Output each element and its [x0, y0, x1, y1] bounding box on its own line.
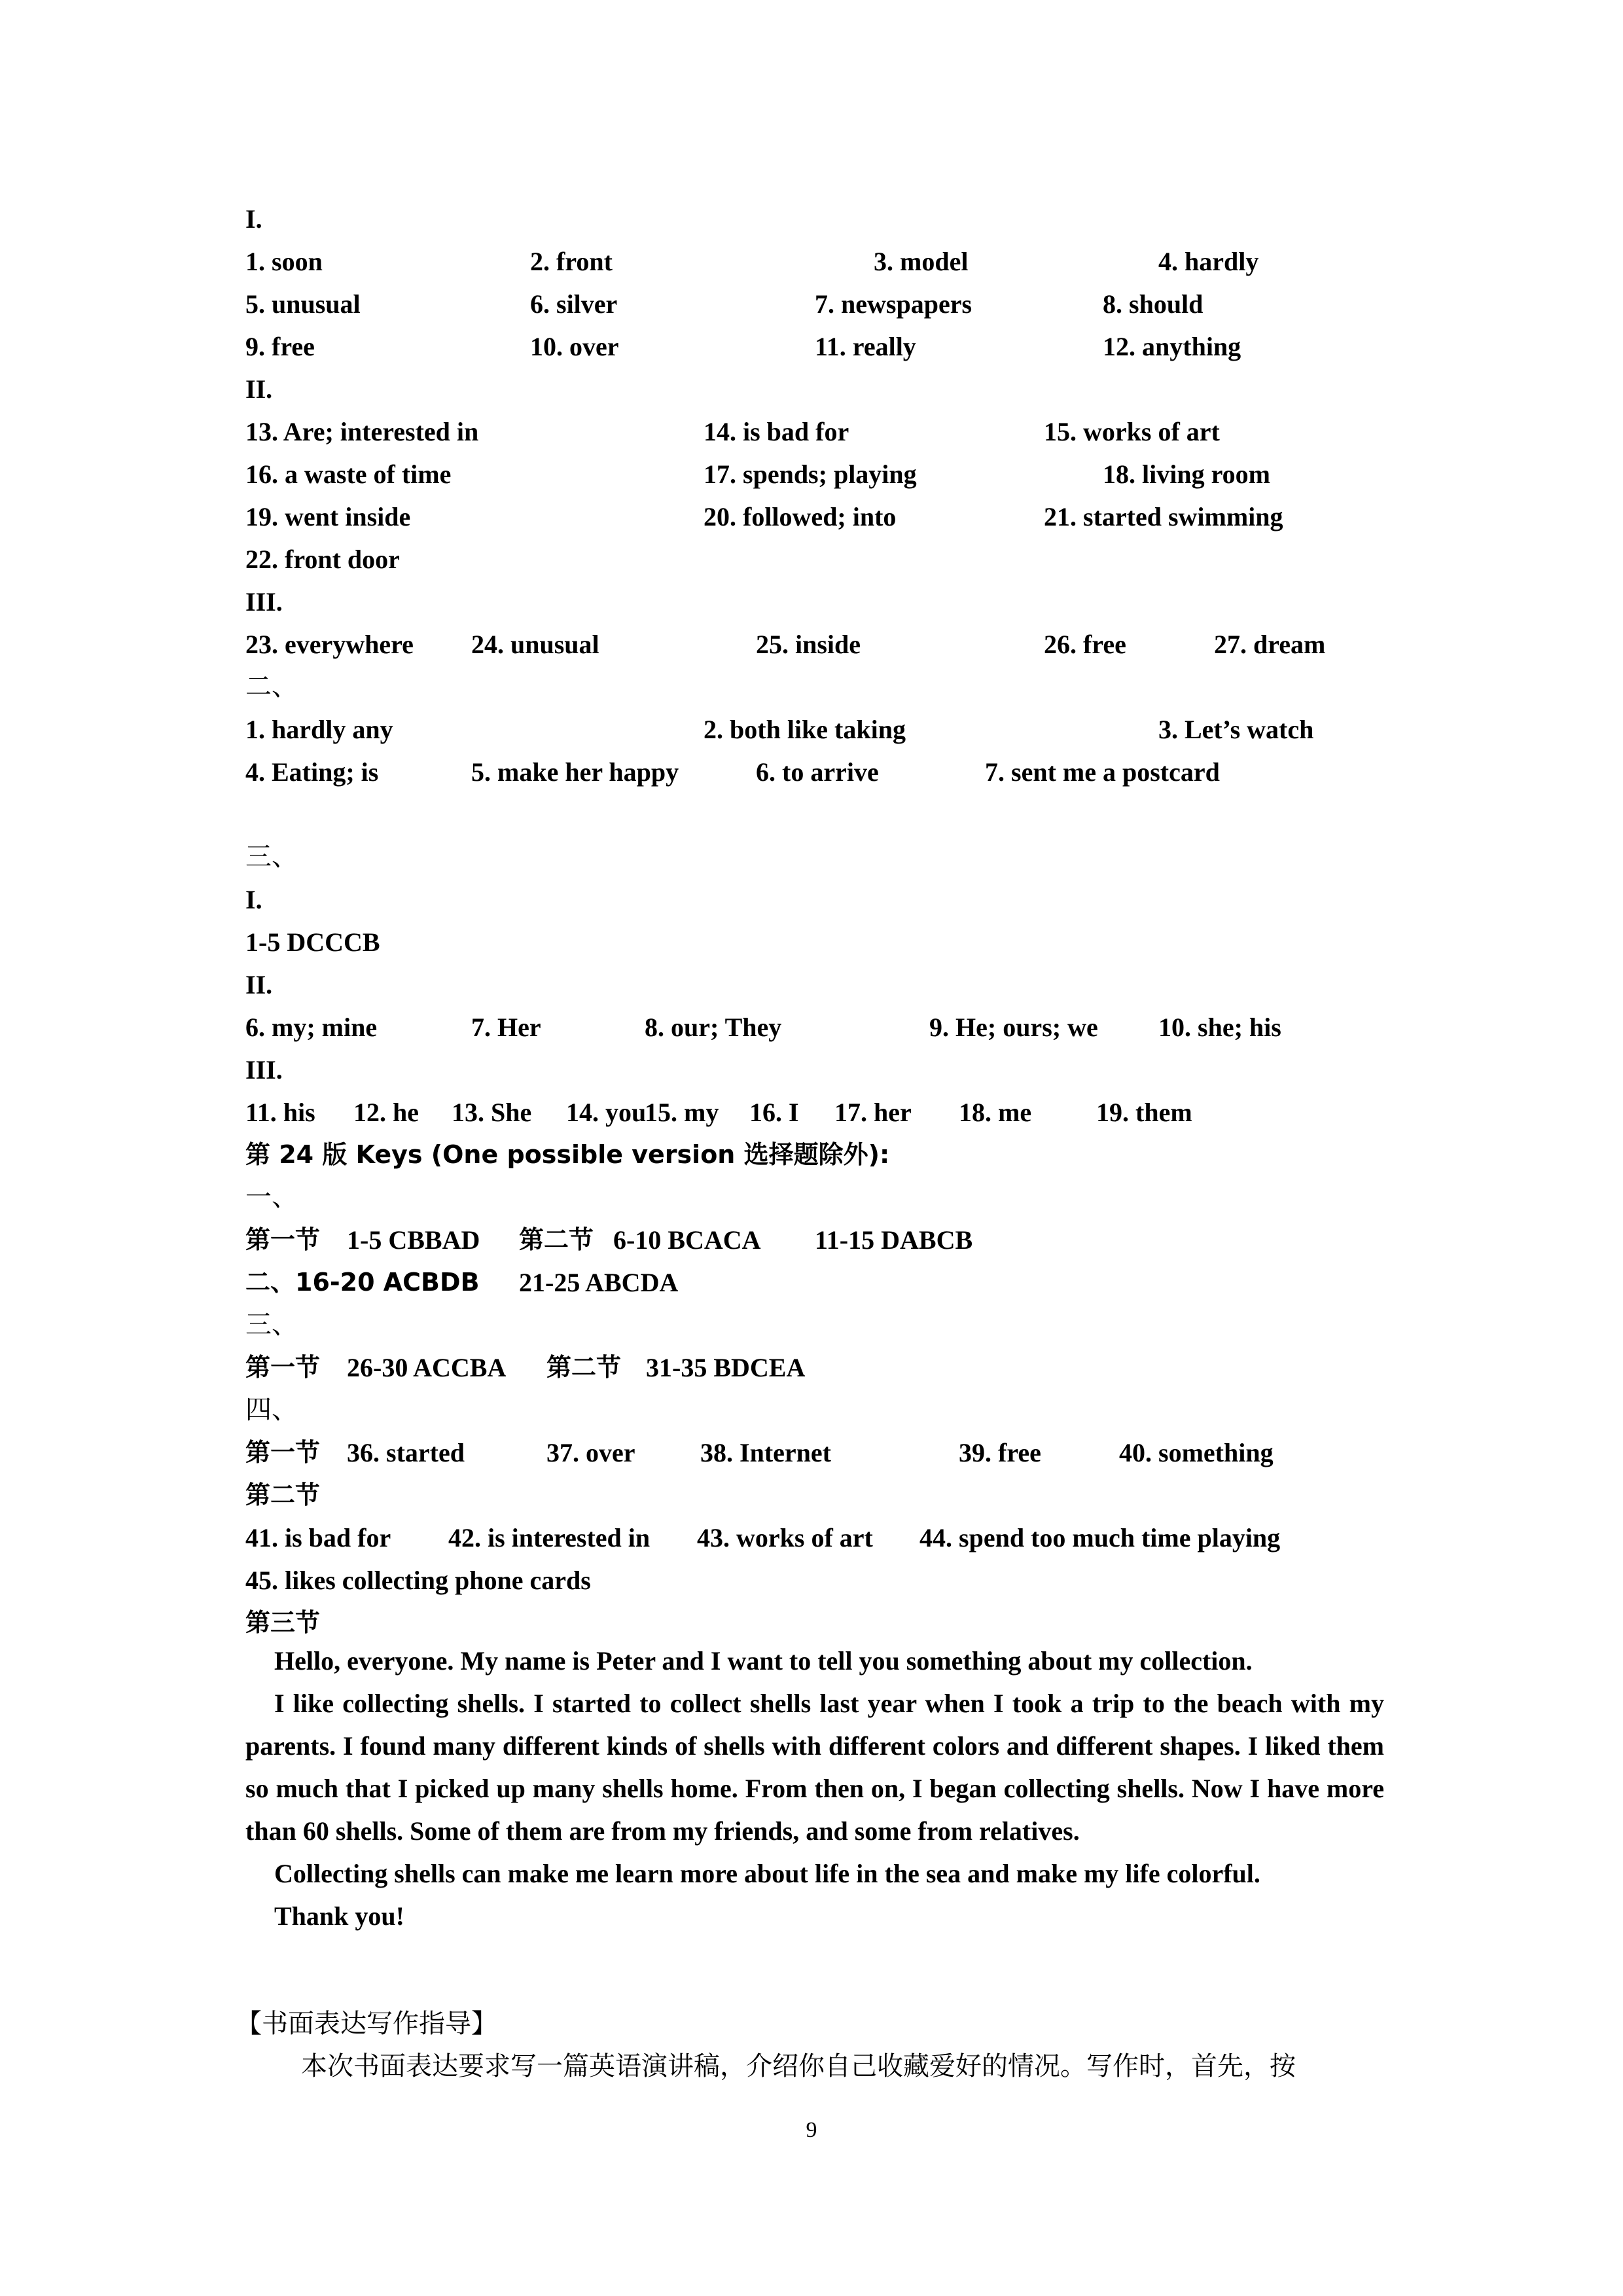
- answer: 1-5 CBBAD: [347, 1225, 480, 1255]
- answer: 7. sent me a postcard: [985, 757, 1220, 787]
- answer: 24. unusual: [471, 630, 599, 659]
- answer: 18. me: [959, 1098, 1032, 1127]
- answer-row: [245, 1261, 1384, 1304]
- answer: 7. newspapers: [815, 289, 972, 319]
- answer-row: [245, 240, 1384, 283]
- answer: 41. is bad for: [245, 1523, 391, 1552]
- answer: 8. should: [1103, 289, 1204, 319]
- answer: 4. hardly: [1158, 247, 1259, 276]
- label: 四、: [245, 1395, 298, 1425]
- answer: 44. spend too much time playing: [919, 1523, 1281, 1552]
- answer: 13. She: [452, 1098, 532, 1127]
- title: 第 24 版 Keys (One possible version 选择题除外):: [245, 1140, 890, 1169]
- writing-guide-text: 本次书面表达要求写一篇英语演讲稿，介绍你自己收藏爱好的情况。写作时，首先，按: [301, 2051, 1296, 2081]
- part-label: 第一节: [245, 1438, 321, 1467]
- answer: 11-15 DABCB: [815, 1225, 973, 1255]
- answer: 18. living room: [1103, 459, 1270, 489]
- answer-row: [245, 1219, 1384, 1261]
- answer: 15. works of art: [1044, 417, 1220, 446]
- label: 三、: [245, 1310, 298, 1340]
- part-label: 第一节: [245, 1353, 321, 1382]
- answer: 6. silver: [530, 289, 618, 319]
- answer: 4. Eating; is: [245, 757, 379, 787]
- answer: 6-10 BCACA: [613, 1225, 761, 1255]
- answer: 2. both like taking: [704, 715, 906, 744]
- answer: 36. started: [347, 1438, 465, 1467]
- sample-essay: [245, 1640, 1384, 1937]
- essay-paragraph: Thank you!: [274, 1901, 404, 1931]
- label: 二、: [245, 672, 298, 702]
- answer: 12. anything: [1103, 332, 1241, 361]
- answer: 14. is bad for: [704, 417, 849, 446]
- answer-row: [245, 708, 1384, 751]
- label: I.: [245, 204, 262, 234]
- answer: 26. free: [1044, 630, 1126, 659]
- answer: 10. over: [530, 332, 619, 361]
- label: III.: [245, 587, 283, 617]
- answer: 3. model: [874, 247, 969, 276]
- answer: 二、16-20 ACBDB: [245, 1268, 480, 1297]
- answer-row: [245, 921, 1384, 963]
- heading-part-iii: [245, 1049, 1384, 1091]
- essay-paragraph: Collecting shells can make me learn more about life in the sea and make my life colorful.: [274, 1859, 1260, 1888]
- answer-row: [245, 495, 1384, 538]
- answer-row: [245, 1559, 1384, 1602]
- answer: 23. everywhere: [245, 630, 414, 659]
- keys-title: [245, 1134, 1384, 1176]
- answer: 10. she; his: [1158, 1013, 1281, 1042]
- answer: 1. hardly any: [245, 715, 393, 744]
- heading-section-3: [245, 836, 1384, 878]
- answer: 5. make her happy: [471, 757, 679, 787]
- answer: 37. over: [546, 1438, 635, 1467]
- answer: 22. front door: [245, 545, 400, 574]
- label: II.: [245, 970, 273, 999]
- page-number: 9: [806, 2118, 817, 2142]
- heading-section-1: [245, 1176, 1384, 1219]
- answer: 21-25 ABCDA: [519, 1268, 679, 1297]
- answer: 16. a waste of time: [245, 459, 452, 489]
- heading-part-iii: [245, 581, 1384, 623]
- answer-content: [245, 198, 1384, 1644]
- part-heading: [245, 1474, 1384, 1516]
- heading-section-4: [245, 1389, 1384, 1431]
- heading-section-2: [245, 666, 1384, 708]
- label: 一、: [245, 1182, 298, 1212]
- heading-part-ii: [245, 963, 1384, 1006]
- answer-row: [245, 410, 1384, 453]
- answer: 26-30 ACCBA: [347, 1353, 507, 1382]
- answer: 1. soon: [245, 247, 323, 276]
- answer-row: [245, 1091, 1384, 1134]
- answer: 9. free: [245, 332, 315, 361]
- answer: 7. Her: [471, 1013, 541, 1042]
- answer: 6. my; mine: [245, 1013, 378, 1042]
- answer: 13. Are; interested in: [245, 417, 479, 446]
- answer: 2. front: [530, 247, 613, 276]
- answer-row: [245, 1346, 1384, 1389]
- answer-row: [245, 1431, 1384, 1474]
- answer-row: [245, 325, 1384, 368]
- answer: 11. his: [245, 1098, 315, 1127]
- answer-row: [245, 538, 1384, 581]
- answer: 12. he: [353, 1098, 419, 1127]
- answer: 25. inside: [756, 630, 861, 659]
- part-heading: [245, 1602, 1384, 1644]
- answer: 6. to arrive: [756, 757, 879, 787]
- answer: 19. went inside: [245, 502, 411, 531]
- answer: 1-5 DCCCB: [245, 927, 380, 957]
- answer: 21. started swimming: [1044, 502, 1283, 531]
- answer-row: [245, 453, 1384, 495]
- answer: 43. works of art: [697, 1523, 873, 1552]
- heading-part-i: [245, 878, 1384, 921]
- answer: 8. our; They: [645, 1013, 782, 1042]
- answer: 16. I: [749, 1098, 799, 1127]
- answer: 20. followed; into: [704, 502, 897, 531]
- answer: 15. my: [645, 1098, 719, 1127]
- answer: 9. He; ours; we: [929, 1013, 1098, 1042]
- part-label: 第二节: [546, 1353, 622, 1382]
- answer-row: [245, 1006, 1384, 1049]
- answer: 39. free: [959, 1438, 1041, 1467]
- answer-row: [245, 623, 1384, 666]
- heading-part-ii: [245, 368, 1384, 410]
- part-label: 第一节: [245, 1225, 321, 1254]
- label: 第二节: [245, 1480, 321, 1509]
- essay-paragraph: I like collecting shells. I started to collect shells last year when I took a trip to the beach with my parents. I found many different kinds of shells with different colors and different shapes. I liked them so much that I picked up many shells home. From then on, I began collecting shells. Now I have more than 60 shells. Some of them are from my friends, and some from relatives.: [245, 1689, 1384, 1846]
- essay-paragraph: Hello, everyone. My name is Peter and I want to tell you something about my collection.: [274, 1646, 1253, 1676]
- writing-guide-title: 【书面表达写作指导】: [236, 2009, 497, 2039]
- answer-row: [245, 283, 1384, 325]
- blank-line: [245, 793, 1384, 836]
- heading-part-i: [245, 198, 1384, 240]
- answer: 17. spends; playing: [704, 459, 917, 489]
- answer: 45. likes collecting phone cards: [245, 1566, 591, 1595]
- part-label: 第二节: [519, 1225, 594, 1254]
- answer: 31-35 BDCEA: [646, 1353, 806, 1382]
- label: I.: [245, 885, 262, 914]
- answer: 3. Let’s watch: [1158, 715, 1314, 744]
- answer: 14. you: [566, 1098, 647, 1127]
- label: II.: [245, 374, 273, 404]
- answer: 5. unusual: [245, 289, 361, 319]
- answer-row: [245, 751, 1384, 793]
- answer: 17. her: [834, 1098, 912, 1127]
- answer: 11. really: [815, 332, 916, 361]
- answer: 27. dream: [1214, 630, 1326, 659]
- answer-row: [245, 1516, 1384, 1559]
- answer: 42. is interested in: [448, 1523, 651, 1552]
- label: III.: [245, 1055, 283, 1085]
- answer: 40. something: [1119, 1438, 1274, 1467]
- answer: 38. Internet: [700, 1438, 831, 1467]
- label: 第三节: [245, 1608, 321, 1637]
- label: 三、: [245, 842, 298, 872]
- answer: 19. them: [1096, 1098, 1192, 1127]
- heading-section-3: [245, 1304, 1384, 1346]
